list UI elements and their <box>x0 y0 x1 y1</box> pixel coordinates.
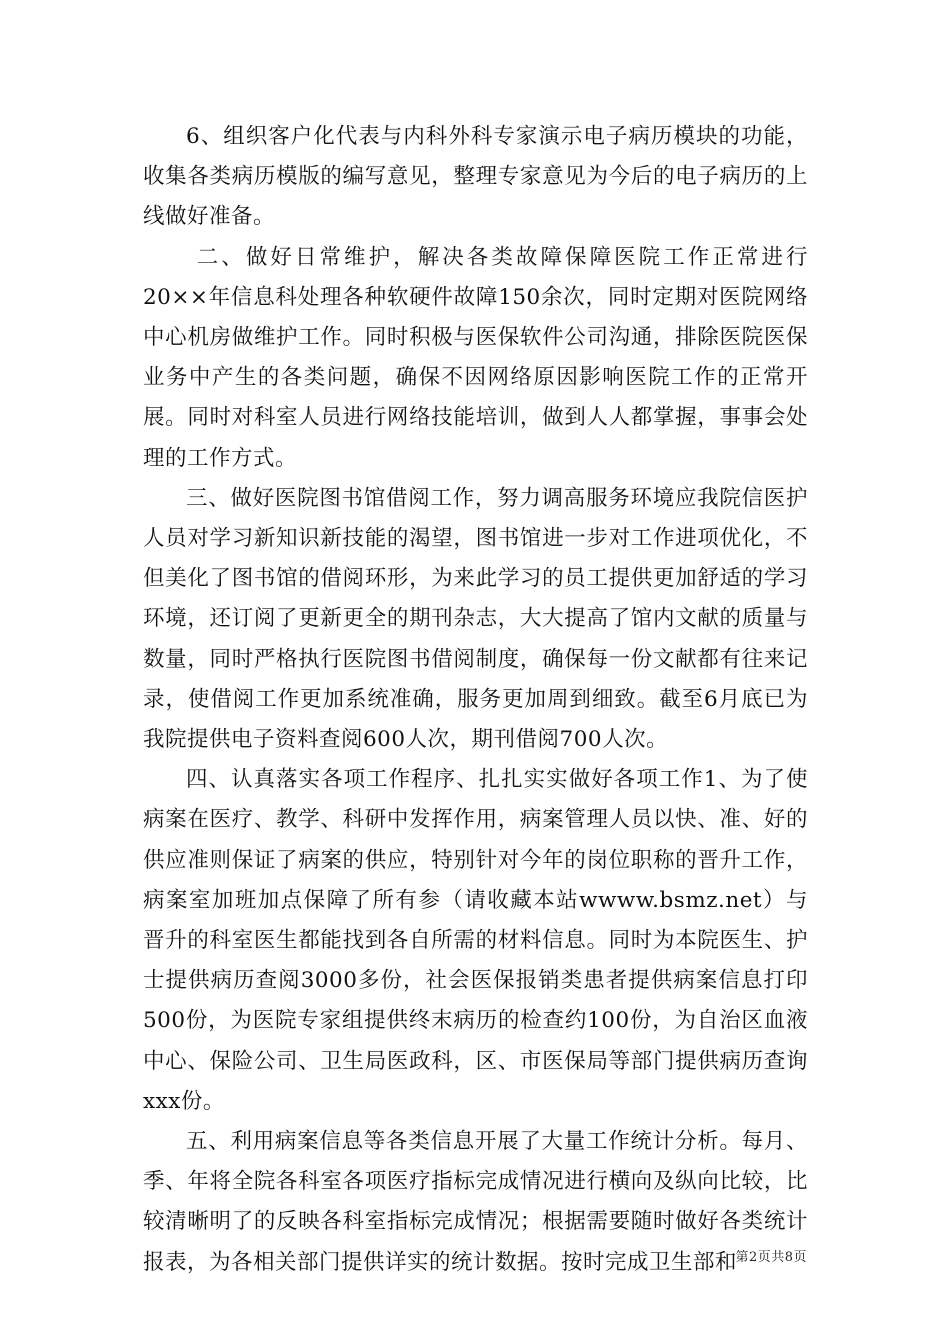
paragraph-section-3: 三、做好医院图书馆借阅工作，努力调高服务环境应我院信医护人员对学习新知识新技能的渴望，图书馆进一步对工作进项优化，不但美化了图书馆的借阅环形，为来此学习的员工提供更加舒适的学习环境，还订阅了更新更全的期刊杂志，大大提高了馆内文献的质量与数量，同时严格执行医院图书借阅制度，确保每一份文献都有往来记录，使借阅工作更加系统准确，服务更加周到细致。截至6月底已为我院提供电子资料查阅600人次，期刊借阅700人次。 <box>143 485 808 753</box>
document-body <box>143 117 808 1283</box>
page-number: 第2页共8页 <box>735 1250 807 1265</box>
paragraph-section-5: 五、利用病案信息等各类信息开展了大量工作统计分析。每月、季、年将全院各科室各项医疗指标完成情况进行横向及纵向比较，比较清晰明了的反映各科室指标完成情况；根据需要随时做好各类统计报表，为各相关部门提供详实的统计数据。按时完成卫生部和 <box>143 1129 808 1275</box>
paragraph-section-2: 二、做好日常维护，解决各类故障保障医院工作正常进行20××年信息科处理各种软硬件故障150余次，同时定期对医院网络中心机房做维护工作。同时积极与医保软件公司沟通，排除医院医保业务中产生的各类问题，确保不因网络原因影响医院工作的正常开展。同时对科室人员进行网络技能培训，做到人人都掌握，事事会处理的工作方式。 <box>143 244 808 471</box>
paragraph-item-6: 6、组织客户化代表与内科外科专家演示电子病历模块的功能，收集各类病历模版的编写意见，整理专家意见为今后的电子病历的上线做好准备。 <box>143 124 808 230</box>
paragraph-section-4: 四、认真落实各项工作程序、扎扎实实做好各项工作1、为了使病案在医疗、教学、科研中发挥作用，病案管理人员以快、准、好的供应准则保证了病案的供应，特别针对今年的岗位职称的晋升工作，病案室加班加点保障了所有参（请收藏本站wwww.bsmz.net）与晋升的科室医生都能找到各自所需的材料信息。同时为本院医生、护士提供病历查阅3000多份，社会医保报销类患者提供病案信息打印500份，为医院专家组提供终末病历的检查约100份，为自治区血液中心、保险公司、卫生局医政科，区、市医保局等部门提供病历查询xxx份。 <box>143 767 808 1114</box>
